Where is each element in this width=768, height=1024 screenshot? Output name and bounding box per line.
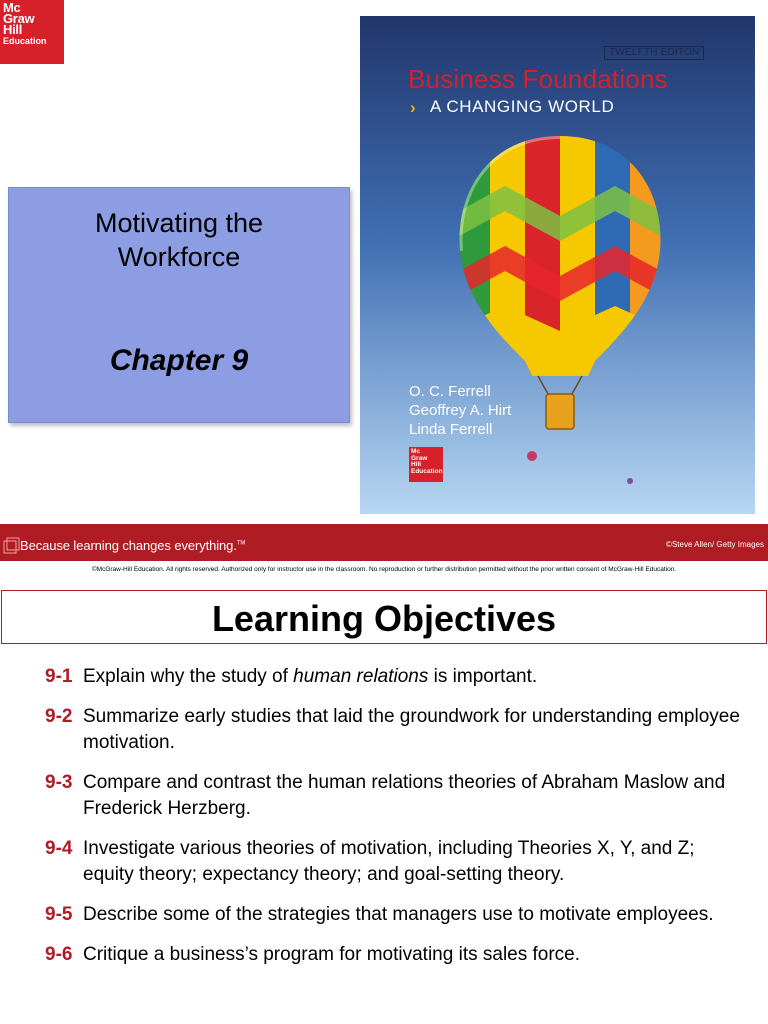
logo-line-3: Hill	[3, 22, 23, 37]
author-2: Geoffrey A. Hirt	[409, 402, 512, 419]
cover-authors	[409, 382, 511, 439]
cover-subtitle: A CHANGING WORLD	[430, 97, 615, 116]
objective-text: Summarize early studies that laid the groundwork for understanding employee motivation.	[83, 706, 740, 753]
logo-line-1: Mc	[3, 0, 21, 15]
objective-number: 9-3	[45, 772, 73, 793]
small-balloon-icon	[527, 451, 537, 461]
chapter-number: Chapter 9	[109, 344, 249, 377]
objective-text-pre: Explain why the study of	[83, 666, 294, 687]
cover-title: Business Foundations	[408, 64, 668, 94]
mini-logo-line-2: Graw	[411, 454, 428, 462]
logo-line-4: Education	[3, 36, 47, 46]
objective-number: 9-4	[45, 838, 73, 859]
cover-edition: TWELFTH EDITON	[604, 46, 704, 60]
objective-number: 9-5	[45, 904, 73, 925]
objective-text-post: is important.	[428, 666, 538, 687]
objective-text: Compare and contrast the human relations theories of Abraham Maslow and Frederick Herzberg.	[83, 772, 726, 819]
copyright-notice: ©McGraw-Hill Education. All rights reserved. Authorized only for instructor use in the classroom. No reproduction or further distribution permitted without the prior written consent of McGraw-Hill Education.	[91, 566, 677, 573]
chapter-title-box	[8, 187, 350, 423]
objective-item	[45, 836, 745, 888]
objective-number: 9-6	[45, 944, 73, 965]
topic-line-1: Motivating the	[94, 208, 264, 238]
chevron-right-icon: ›	[410, 98, 416, 117]
footer-banner	[0, 524, 768, 561]
mini-logo-line-4: Education	[411, 467, 443, 475]
cover-publisher-logo	[409, 447, 443, 482]
objectives-header	[1, 590, 767, 644]
objective-item	[45, 664, 745, 690]
objective-text: Critique a business’s program for motivating its sales force.	[83, 944, 581, 965]
objective-text: Investigate various theories of motivation, including Theories X, Y, and Z; equity theory; expectancy theory; and goal-setting theory.	[83, 838, 695, 885]
objective-number: 9-2	[45, 706, 73, 727]
mcgraw-hill-logo	[0, 0, 64, 64]
objective-item	[45, 942, 745, 968]
corner-mark-icon	[3, 537, 20, 554]
mini-logo-line-3: Hill	[411, 461, 422, 468]
page-title: Learning Objectives	[211, 598, 557, 639]
image-credit: ©Steve Allen/ Getty Images	[666, 540, 764, 549]
objective-text-emphasis: human relations	[293, 666, 429, 687]
trademark-mark: TM	[236, 540, 246, 547]
tiny-balloon-icon	[627, 478, 633, 484]
basket-icon	[546, 394, 574, 429]
objectives-list	[45, 664, 745, 982]
objective-item	[45, 770, 745, 822]
chapter-topic	[9, 206, 349, 274]
objective-text: Describe some of the strategies that managers use to motivate employees.	[83, 904, 714, 925]
logo-line-2: Graw	[3, 11, 35, 26]
book-cover	[360, 16, 755, 514]
mini-logo-line-1: Mc	[411, 448, 421, 455]
author-1: O. C. Ferrell	[409, 383, 491, 400]
objective-item	[45, 704, 745, 756]
banner-tagline	[20, 538, 245, 553]
objective-item	[45, 902, 745, 928]
objective-number: 9-1	[45, 666, 73, 687]
tagline-text: Because learning changes everything.	[20, 538, 237, 553]
author-3: Linda Ferrell	[409, 421, 493, 438]
topic-line-2: Workforce	[117, 242, 241, 272]
learning-objectives-slide	[0, 590, 768, 1024]
